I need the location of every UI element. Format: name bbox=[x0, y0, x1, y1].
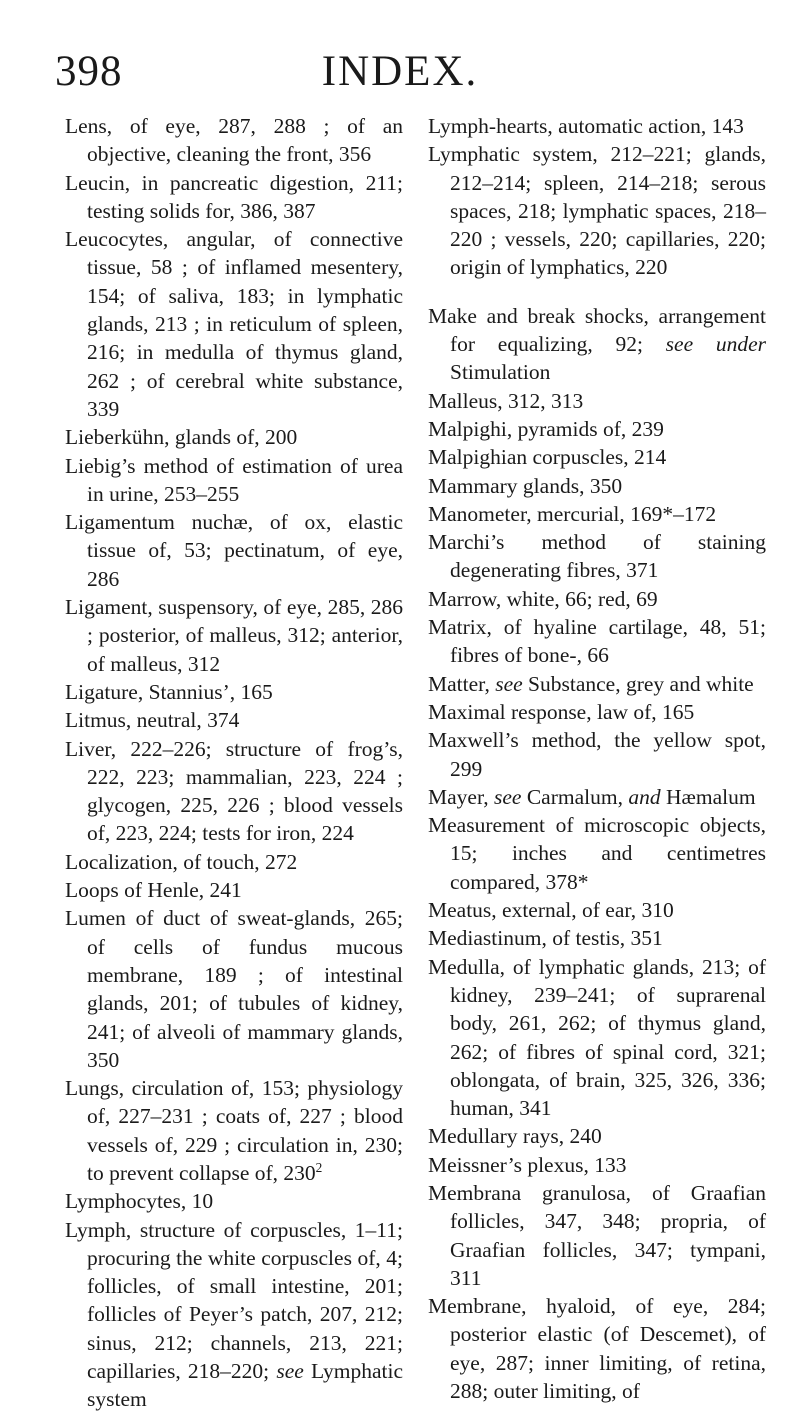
page-number: 398 bbox=[55, 48, 123, 95]
index-entry bbox=[428, 415, 766, 443]
entry-text: Lumen of duct of sweat-glands, 265; of cells of fundus mucous membrane, 189 ; of intestinal glands, 201; of tubules of kidney, 241; of alveoli of mammary glands, 350 bbox=[65, 906, 403, 1072]
index-entry bbox=[428, 443, 766, 471]
entry-text: Ligamentum nuchæ, of ox, elastic tissue of, 53; pectinatum, of eye, 286 bbox=[65, 510, 403, 591]
index-entry bbox=[428, 924, 766, 952]
entry-text: Lungs, circulation of, 153; physiology of, 227–231 ; coats of, 227 ; blood vessels of, 229 ; circulation in, 230; to prevent collapse of, 230 bbox=[65, 1076, 403, 1185]
entry-text: Mediastinum, of testis, 351 bbox=[428, 926, 663, 951]
index-entry bbox=[65, 112, 403, 169]
entry-text: Liver, 222–226; structure of frog’s, 222, 223; mammalian, 223, 224 ; glycogen, 225, 226 ; blood vessels of, 223, 224; tests for iron, 224 bbox=[65, 736, 403, 846]
entry-text: Membrana granulosa, of Graafian follicles, 347, 348; propria, of Graafian follicles, 347; tympani, 311 bbox=[428, 1180, 766, 1290]
index-entry bbox=[428, 528, 766, 585]
entry-text: Leucin, in pancreatic digestion, 211; testing solids for, 386, 387 bbox=[65, 170, 403, 223]
index-entry bbox=[428, 472, 766, 500]
entry-text: Lieberkühn, glands of, 200 bbox=[65, 425, 298, 450]
index-entry bbox=[428, 783, 766, 811]
index-entry bbox=[65, 848, 403, 876]
italic-text: see bbox=[494, 784, 522, 809]
entry-text: Matter, bbox=[428, 671, 496, 696]
entry-text: Carmalum, bbox=[521, 784, 629, 809]
index-entry bbox=[428, 387, 766, 415]
index-column-left bbox=[65, 112, 403, 1414]
entry-text: Meissner’s plexus, 133 bbox=[428, 1152, 627, 1177]
index-entry bbox=[65, 678, 403, 706]
index-entry bbox=[428, 1122, 766, 1150]
index-entry bbox=[428, 1292, 766, 1405]
index-entry bbox=[65, 876, 403, 904]
superscript: 2 bbox=[315, 1159, 323, 1175]
entry-text: Maxwell’s method, the yellow spot, 299 bbox=[428, 728, 766, 781]
entry-text: Malpighi, pyramids of, 239 bbox=[428, 416, 664, 441]
entry-text: Liebig’s method of estimation of urea in urine, 253–255 bbox=[65, 453, 403, 506]
entry-text: Maximal response, law of, 165 bbox=[428, 699, 695, 724]
entry-text: Meatus, external, of ear, 310 bbox=[428, 898, 674, 923]
entry-text: Loops of Henle, 241 bbox=[65, 878, 242, 903]
index-entry bbox=[65, 1187, 403, 1215]
index-entry bbox=[65, 904, 403, 1074]
italic-text: see under bbox=[665, 332, 766, 357]
entry-text: Measurement of microscopic objects, 15; inches and centimetres compared, 378* bbox=[428, 813, 766, 894]
entry-text: Mammary glands, 350 bbox=[428, 473, 623, 498]
index-entry bbox=[428, 953, 766, 1123]
index-entry bbox=[428, 670, 766, 698]
italic-text: see bbox=[276, 1359, 304, 1384]
entry-text: Ligament, suspensory, of eye, 285, 286 ; posterior, of malleus, 312; anterior, of malleus, 312 bbox=[65, 595, 403, 676]
italic-text: see bbox=[495, 671, 523, 696]
running-head-title: INDEX. bbox=[321, 48, 479, 95]
index-entry bbox=[65, 593, 403, 678]
entry-text: Medullary rays, 240 bbox=[428, 1124, 602, 1149]
index-entry bbox=[428, 726, 766, 783]
index-entry bbox=[428, 698, 766, 726]
entry-text: Hæmalum bbox=[660, 784, 756, 809]
entry-text: Lymph, structure of corpuscles, 1–11; procuring the white corpuscles of, 4; follicles, of small intestine, 201; follicles of Peyer’s patch, 207, 212; sinus, 212; channels, 213, 221; capillaries, 218–220; bbox=[65, 1217, 403, 1384]
index-entry bbox=[428, 112, 766, 140]
italic-text: and bbox=[628, 784, 661, 809]
entry-text: Lymphatic system, 212–221; glands, 212–214; spleen, 214–218; serous spaces, 218; lymphatic spaces, 218–220 ; vessels, 220; capillaries, 220; origin of lymphatics, 220 bbox=[428, 142, 766, 280]
index-entry bbox=[65, 1216, 403, 1414]
index-entry bbox=[428, 500, 766, 528]
entry-text: Stimulation bbox=[450, 360, 551, 385]
entry-text: Marchi’s method of staining degenerating fibres, 371 bbox=[428, 530, 766, 583]
entry-text: Leucocytes, angular, of connective tissue, 58 ; of inflamed mesentery, 154; of saliva, 183; in lymphatic glands, 213 ; in reticulum of spleen, 216; in medulla of thymus gland, 262 ; of cerebral white substance, 339 bbox=[65, 227, 403, 421]
index-entry bbox=[428, 302, 766, 387]
entry-text: Substance, grey and white bbox=[522, 671, 754, 696]
entry-text: Matrix, of hyaline cartilage, 48, 51; fibres of bone-, 66 bbox=[428, 615, 766, 668]
entry-text: Malpighian corpuscles, 214 bbox=[428, 445, 667, 470]
index-entry bbox=[428, 1151, 766, 1179]
index-column-right bbox=[428, 112, 766, 1405]
entry-text: Malleus, 312, 313 bbox=[428, 388, 584, 413]
entry-text: Lens, of eye, 287, 288 ; of an objective, cleaning the front, 356 bbox=[65, 114, 403, 167]
entry-text: Lymphatic system bbox=[87, 1359, 403, 1412]
index-entry bbox=[65, 508, 403, 593]
index-entry bbox=[65, 1074, 403, 1187]
entry-text: Ligature, Stannius’, 165 bbox=[65, 679, 273, 704]
entry-text: Manometer, mercurial, 169*–172 bbox=[428, 501, 717, 526]
entry-text: Lymphocytes, 10 bbox=[65, 1189, 214, 1214]
entry-text: Litmus, neutral, 374 bbox=[65, 708, 240, 733]
index-entry bbox=[65, 735, 403, 848]
index-entry bbox=[428, 613, 766, 670]
entry-text: Marrow, white, 66; red, 69 bbox=[428, 586, 658, 611]
entry-text: Mayer, bbox=[428, 784, 495, 809]
index-entry bbox=[65, 452, 403, 509]
entry-text: Localization, of touch, 272 bbox=[65, 849, 298, 874]
index-entry bbox=[65, 169, 403, 226]
page-header bbox=[0, 42, 800, 102]
index-entry bbox=[428, 811, 766, 896]
index-entry bbox=[65, 225, 403, 423]
entry-text: Make and break shocks, arrangement for equalizing, 92; bbox=[428, 303, 766, 357]
index-entry bbox=[428, 1179, 766, 1292]
index-entry bbox=[428, 585, 766, 613]
index-entry bbox=[65, 423, 403, 451]
entry-text: Membrane, hyaloid, of eye, 284; posterior elastic (of Descemet), of eye, 287; inner limiting, of retina, 288; outer limiting, of bbox=[428, 1294, 766, 1404]
entry-text: Medulla, of lymphatic glands, 213; of kidney, 239–241; of suprarenal body, 261, 262; of thymus gland, 262; of fibres of spinal cord, 321; oblongata, of brain, 325, 326, 336; human, 341 bbox=[428, 954, 766, 1121]
index-entry bbox=[65, 706, 403, 734]
index-entry bbox=[428, 140, 766, 281]
entry-text: Lymph-hearts, automatic action, 143 bbox=[428, 114, 744, 138]
index-entry bbox=[428, 896, 766, 924]
